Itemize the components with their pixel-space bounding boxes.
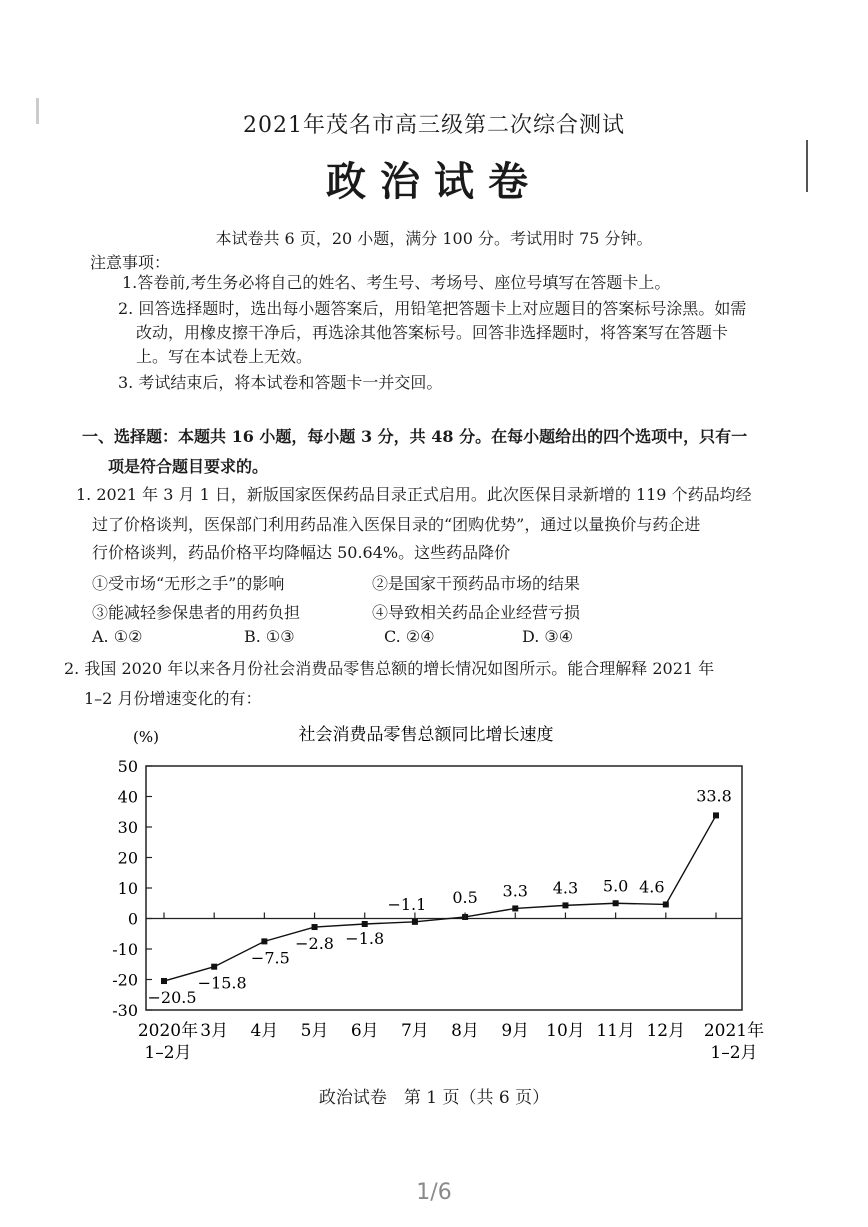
y-tick-label: -20 [112,970,138,990]
x-tick-label: 1–2月 [710,1043,758,1063]
x-tick-label: 5月 [300,1021,329,1041]
y-tick-label: 40 [117,787,138,807]
y-tick-label: 0 [127,909,138,929]
subject-title: 政治试卷 [326,158,542,205]
page-indicator: 1/6 [416,1180,452,1205]
data-label: 5.0 [602,876,629,896]
x-tick-label: 2020年 [137,1021,199,1041]
data-label: −2.8 [295,934,334,954]
y-tick-label: 30 [117,818,138,837]
data-label: −7.5 [250,948,290,968]
x-tick-label: 11月 [596,1021,635,1041]
section-heading-cont: 项是符合题目要求的。 [108,457,269,476]
data-point [261,938,267,944]
x-tick-label: 8月 [451,1021,480,1041]
x-tick-label: 2021年 [703,1021,765,1041]
data-label: −20.5 [147,988,197,1008]
page-footer: 政治试卷 第 1 页（共 6 页） [318,1088,550,1108]
data-label: 3.3 [502,881,528,901]
question-2-line: 2. 我国 2020 年以来各月份社会消费品零售总额的增长情况如图所示。能合理解释 2021 年 [64,659,715,678]
exam-title: 2021年茂名市高三级第二次综合测试 [243,113,625,138]
question-1-line: 行价格谈判，药品价格平均降幅达 50.64%。这些药品降价 [92,543,511,562]
option-b: B. ①③ [244,627,295,646]
x-tick-label: 12月 [646,1021,686,1041]
data-point [562,902,568,908]
notice-heading: 注意事项： [90,253,171,272]
statement-1: ①受市场“无形之手”的影响 [92,574,285,593]
x-tick-label: 9月 [501,1021,530,1041]
data-point [512,905,518,911]
data-label: 0.5 [452,887,478,907]
notice-item: 3. 考试结束后，将本试卷和答题卡一并交回。 [118,373,443,392]
data-point [161,978,167,984]
x-tick-label: 1–2月 [144,1043,192,1063]
notice-item: 上。写在本试卷上无效。 [136,347,313,366]
data-point [362,921,368,927]
notice-item: 1.答卷前,考生务必将自己的姓名、考生号、考场号、座位号填写在答题卡上。 [122,273,671,292]
data-label: −15.8 [197,973,247,993]
question-2-line: 1–2 月份增速变化的有： [84,689,262,708]
data-label: −1.1 [387,894,427,914]
data-label: 33.8 [696,786,732,806]
statement-2: ②是国家干预药品市场的结果 [372,574,581,593]
data-point [211,964,217,970]
section-heading: 一、选择题：本题共 16 小题，每小题 3 分，共 48 分。在每小题给出的四个选项中，只有一 [82,427,748,446]
y-axis-unit: (%) [133,728,159,746]
y-tick-label: 50 [117,757,138,776]
series-line [164,815,716,981]
data-label: 4.3 [552,878,579,898]
y-tick-label: -30 [112,1001,138,1020]
data-point [613,900,619,906]
statement-3: ③能减轻参保患者的用药负担 [92,603,301,622]
question-1-line: 1. 2021 年 3 月 1 日，新版国家医保药品目录正式启用。此次医保目录新增的 119 个药品均经 [76,485,752,504]
question-1-line: 过了价格谈判，医保部门利用药品准入医保目录的“团购优势”，通过以量换价与药企进 [92,515,701,534]
x-tick-label: 6月 [350,1021,379,1041]
data-point [412,919,418,925]
x-tick-label: 4月 [250,1021,279,1041]
notice-item: 2. 回答选择题时，选出每小题答案后，用铅笔把答题卡上对应题目的答案标号涂黑。如需 [118,299,747,318]
data-point [312,924,318,930]
data-label: −1.8 [345,928,385,948]
data-point [713,812,719,818]
x-tick-label: 7月 [400,1021,429,1041]
data-label: 4.6 [639,877,665,897]
chart-title: 社会消费品零售总额同比增长速度 [298,725,554,745]
x-tick-label: 3月 [200,1021,229,1041]
y-tick-label: -10 [112,940,138,959]
y-tick-label: 20 [117,848,138,868]
option-d: D. ③④ [522,627,574,646]
option-a: A. ①② [92,627,143,646]
x-tick-label: 10月 [546,1021,585,1041]
statement-4: ④导致相关药品企业经营亏损 [372,603,581,622]
y-tick-label: 10 [117,879,138,898]
notice-item: 改动，用橡皮擦干净后，再选涂其他答案标号。回答非选择题时，将答案写在答题卡 [136,323,729,342]
option-c: C. ②④ [384,627,435,646]
exam-info: 本试卷共 6 页，20 小题，满分 100 分。考试用时 75 分钟。 [215,229,653,248]
data-point [663,901,669,907]
